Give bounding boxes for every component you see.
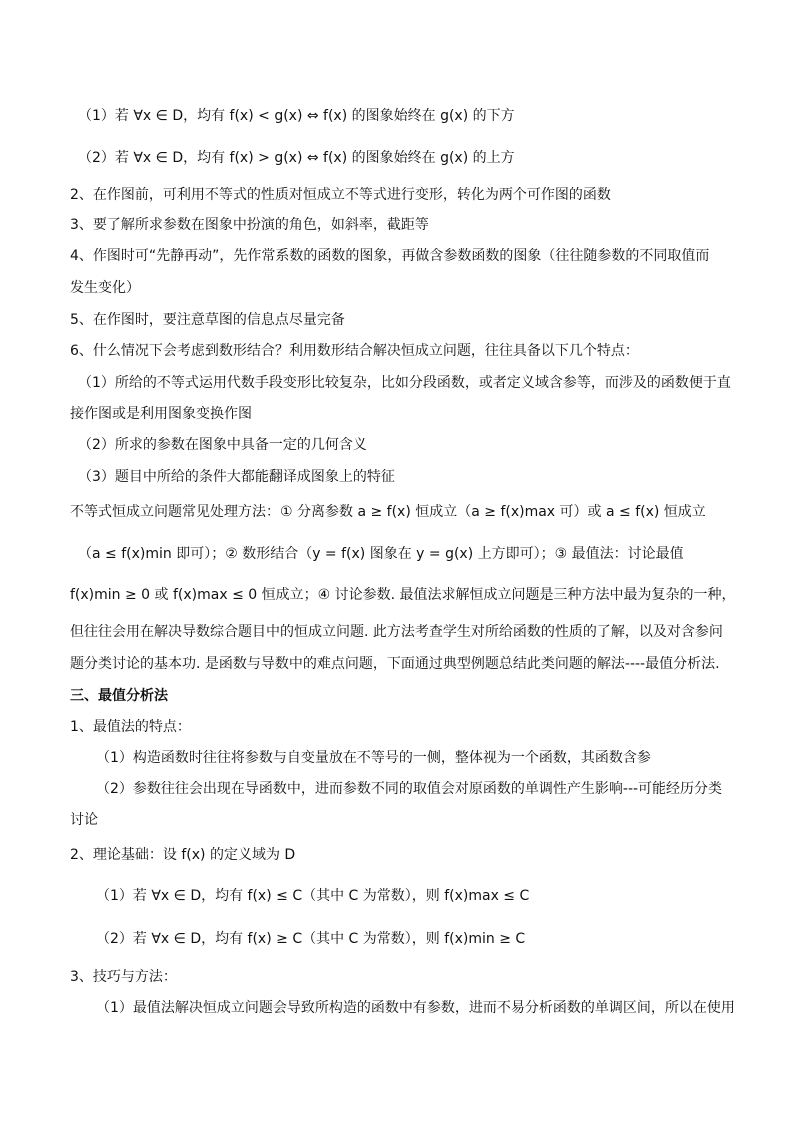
text-line: （2）若 ∀x ∈ D，均有 f(x) > g(x) ⇔ f(x) 的图象始终在 g(x) 的上方 — [78, 150, 515, 166]
text-line: （2）若 ∀x ∈ D，均有 f(x) ≥ C（其中 C 为常数），则 f(x)min ≥ C — [96, 931, 526, 947]
text-line: （2）所求的参数在图象中具备一定的几何含义 — [78, 437, 367, 453]
text-line: 3、技巧与方法： — [70, 969, 177, 985]
text-line: 但往往会用在解决导数综合题目中的恒成立问题. 此方法考查学生对所给函数的性质的了解，以及对含参问 — [70, 624, 723, 640]
text-line: 接作图或是利用图象变换作图 — [70, 406, 252, 422]
text-line: 讨论 — [70, 812, 98, 828]
text-line: 3、要了解所求参数在图象中扮演的角色，如斜率，截距等 — [70, 217, 429, 233]
text-line: （1）若 ∀x ∈ D，均有 f(x) < g(x) ⇔ f(x) 的图象始终在 g(x) 的下方 — [78, 108, 515, 124]
text-line: （3）题目中所给的条件大都能翻译成图象上的特征 — [78, 469, 395, 485]
text-line: 2、理论基础：设 f(x) 的定义域为 D — [70, 847, 296, 863]
text-line: 2、在作图前，可利用不等式的性质对恒成立不等式进行变形，转化为两个可作图的函数 — [70, 187, 611, 203]
text-line: （a ≤ f(x)min 即可）；② 数形结合（y = f(x) 图象在 y = g(x) 上方即可）；③ 最值法：讨论最值 — [78, 546, 684, 562]
text-line: 1、最值法的特点： — [70, 719, 191, 735]
text-line: （2）参数往往会出现在导函数中，进而参数不同的取值会对原函数的单调性产生影响---可能经历分类 — [96, 781, 723, 797]
text-line: 题分类讨论的基本功. 是函数与导数中的难点问题，下面通过典型例题总结此类问题的解法----最值分析法. — [70, 656, 720, 672]
text-line: f(x)min ≥ 0 或 f(x)max ≤ 0 恒成立；④ 讨论参数. 最值法求解恒成立问题是三种方法中最为复杂的一种， — [70, 587, 736, 603]
section-heading: 三、最值分析法 — [70, 688, 168, 704]
text-line: 发生变化） — [70, 280, 140, 296]
text-line: 5、在作图时，要注意草图的信息点尽量完备 — [70, 312, 345, 328]
text-line: （1）所给的不等式运用代数手段变形比较复杂，比如分段函数，或者定义域含参等，而涉及的函数便于直 — [78, 375, 731, 391]
text-line: 6、什么情况下会考虑到数形结合？利用数形结合解决恒成立问题，往往具备以下几个特点： — [70, 343, 639, 359]
text-line: （1）最值法解决恒成立问题会导致所构造的函数中有参数，进而不易分析函数的单调区间，所以在使用 — [96, 1000, 735, 1016]
text-line: 4、作图时可“先静再动”，先作常系数的函数的图象，再做含参数函数的图象（往往随参数的不同取值而 — [70, 248, 710, 264]
text-line: 不等式恒成立问题常见处理方法：① 分离参数 a ≥ f(x) 恒成立（a ≥ f(x)max 可）或 a ≤ f(x) 恒成立 — [70, 504, 706, 520]
text-line: （1）构造函数时往往将参数与自变量放在不等号的一侧，整体视为一个函数，其函数含参 — [96, 750, 651, 766]
text-line: （1）若 ∀x ∈ D，均有 f(x) ≤ C（其中 C 为常数），则 f(x)max ≤ C — [96, 888, 530, 904]
